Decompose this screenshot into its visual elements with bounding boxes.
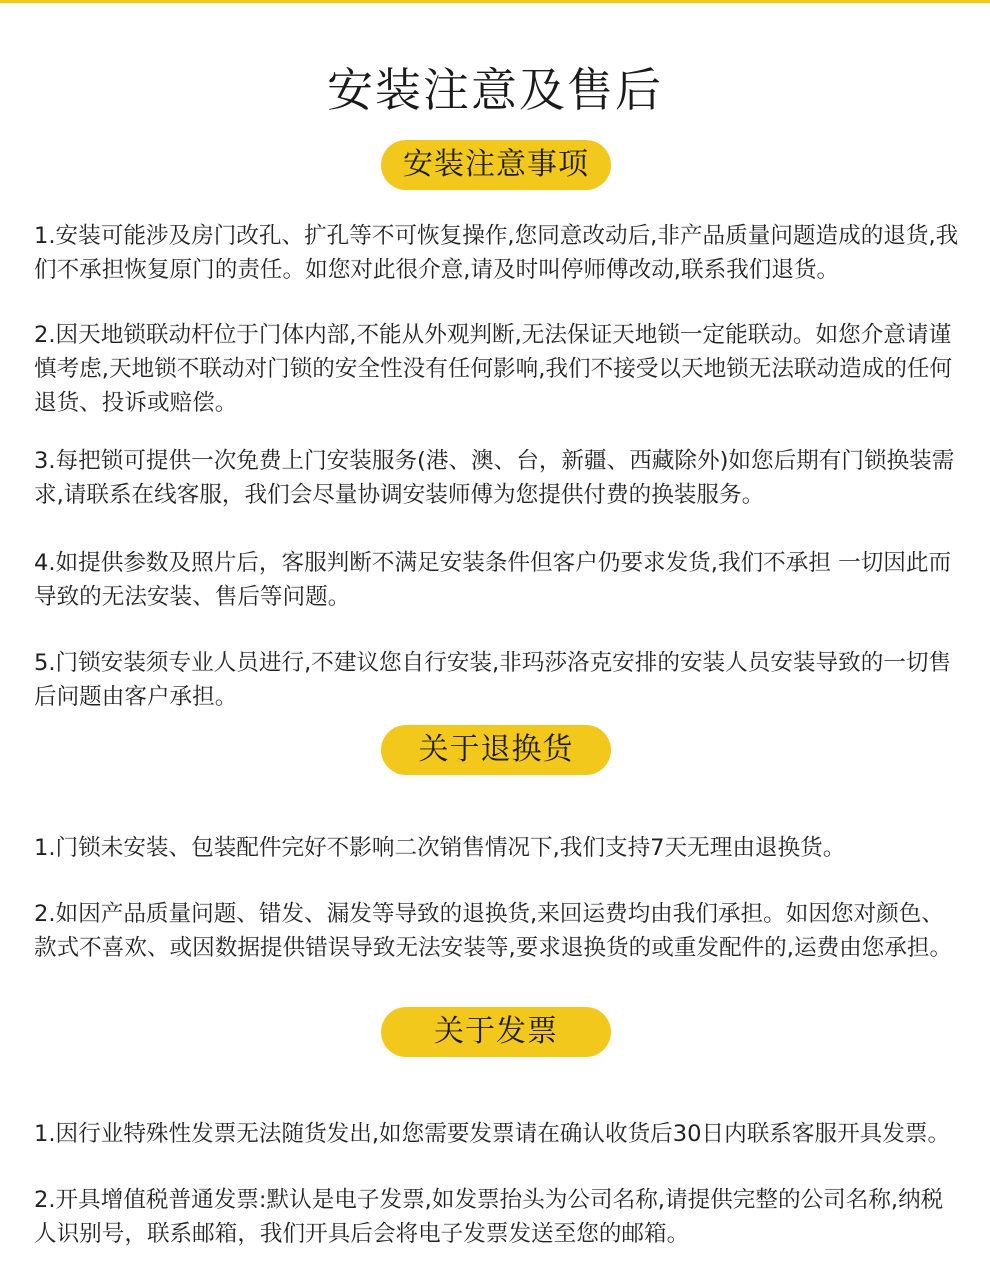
install-note-1: 1.安装可能涉及房门改孔、扩孔等不可恢复操作,您同意改动后,非产品质量问题造成的退货,我们不承担恢复原门的责任。如您对此很介意,请及时叫停师傅改动,联系我们退货。 bbox=[34, 223, 959, 283]
top-accent-rule bbox=[0, 0, 990, 3]
page-title: 安装注意及售后 bbox=[327, 63, 663, 117]
section-heading-install-notes: 安装注意事项 bbox=[381, 140, 611, 190]
install-note-5: 5.门锁安装须专业人员进行,不建议您自行安装,非玛莎洛克安排的安装人员安装导致的一切售后问题由客户承担。 bbox=[34, 650, 952, 710]
section-heading-invoice: 关于发票 bbox=[381, 1007, 611, 1057]
install-note-4: 4.如提供参数及照片后，客服判断不满足安装条件但客户仍要求发货,我们不承担 一切因此而导致的无法安装、售后等问题。 bbox=[34, 550, 952, 610]
section-heading-returns: 关于退换货 bbox=[381, 725, 611, 775]
returns-note-2: 2.如因产品质量问题、错发、漏发等导致的退换货,来回运费均由我们承担。如因您对颜色、款式不喜欢、或因数据提供错误导致无法安装等,要求退换货的或重发配件的,运费由您承担。 bbox=[34, 901, 953, 961]
returns-note-1: 1.门锁未安装、包装配件完好不影响二次销售情况下,我们支持7天无理由退换货。 bbox=[34, 835, 846, 861]
invoice-note-1: 1.因行业特殊性发票无法随货发出,如您需要发票请在确认收货后30日内联系客服开具发票。 bbox=[34, 1121, 951, 1147]
install-note-3: 3.每把锁可提供一次免费上门安装服务(港、澳、台，新疆、西藏除外)如您后期有门锁换装需求,请联系在线客服，我们会尽量协调安装师傅为您提供付费的换装服务。 bbox=[34, 448, 955, 508]
install-note-2: 2.因天地锁联动杆位于门体内部,不能从外观判断,无法保证天地锁一定能联动。如您介意请谨慎考虑,天地锁不联动对门锁的安全性没有任何影响,我们不接受以天地锁无法联动造成的任何退货、投诉或赔偿。 bbox=[34, 322, 953, 416]
invoice-note-2: 2.开具增值税普通发票:默认是电子发票,如发票抬头为公司名称,请提供完整的公司名称,纳税人识别号，联系邮箱，我们开具后会将电子发票发送至您的邮箱。 bbox=[34, 1187, 944, 1247]
